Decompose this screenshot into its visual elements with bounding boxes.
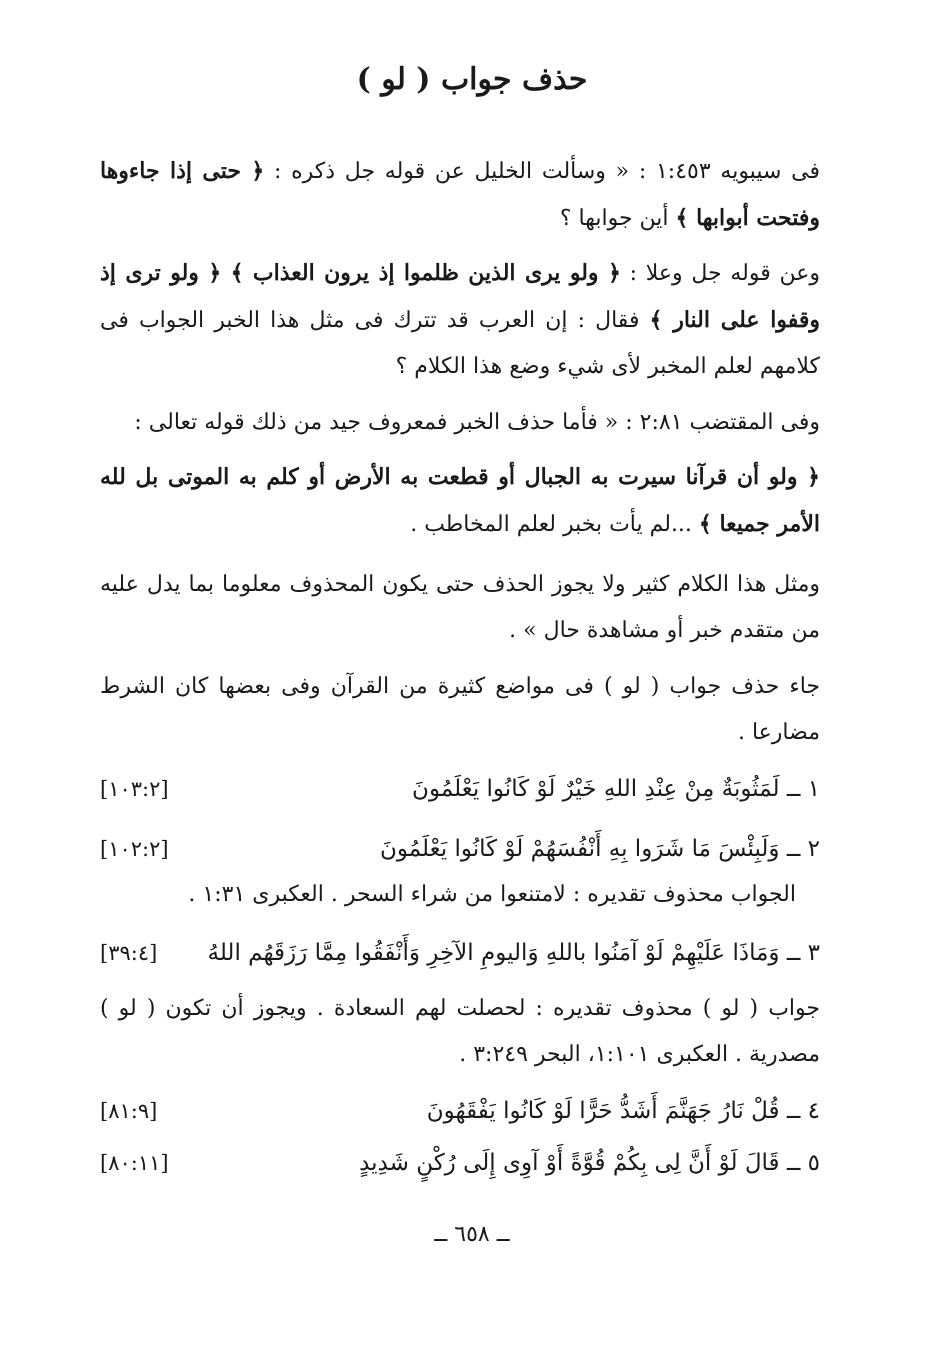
verse-row-2 [100, 826, 820, 872]
page-number: ــ ٦٥٨ ــ [434, 1222, 510, 1247]
text-run: أين جوابها ؟ [559, 206, 676, 231]
paragraph-intro [100, 664, 820, 756]
verse-text: ٤ ــ قُلْ نَارُ جَهَنَّمَ أَشَدُّ حَرًّا لَوْ كَانُوا يَفْقَهُونَ [426, 1098, 820, 1124]
quran-quote: ﴿ ولو أن قرآنا سيرت به الجبال أو قطعت به الأرض أو كلم به الموتى بل لله الأمر جميعا ﴾ [100, 464, 820, 537]
text-run: ...لم يأت بخبر لعلم المخاطب . [410, 512, 699, 537]
text-run: ومثل هذا الكلام كثير ولا يجوز الحذف حتى يكون المحذوف معلوما بما يدل عليه من متقدم خبر أو مشاهدة حال » . [100, 572, 820, 643]
text-run: وعن قوله جل وعلا : [620, 261, 820, 286]
text-run: جاء حذف جواب ( لو ) فى مواضع كثيرة من القرآن وفى بعضها كان الشرط مضارعا . [100, 674, 820, 745]
text-run: فقال : إن العرب قد تترك فى مثل هذا الخبر الجواب فى كلامهم لعلم المخبر لأى شيء وضع هذا الكلام ؟ [100, 308, 820, 379]
verse-text: ١ ــ لَمَثُوبَةٌ مِنْ عِنْدِ اللهِ خَيْرٌ لَوْ كَانُوا يَعْلَمُونَ [412, 776, 820, 802]
verse-text: ٥ ــ قَالَ لَوْ أَنَّ لِى بِكُمْ قُوَّةً أَوْ آوِى إِلَى رُكْنٍ شَدِيدٍ [359, 1150, 820, 1176]
verse-reference: [٨١:٩] [100, 1099, 158, 1123]
paragraph-khalil-answer [100, 250, 820, 390]
note-verse-2: الجواب محذوف تقديره : لامتنعوا من شراء السحر . العكبرى ١:٣١ . [188, 882, 796, 907]
verse-row-3 [100, 930, 820, 976]
verse-text: ٢ ــ وَلَبِئْسَ مَا شَرَوا بِهِ أَنْفُسَهُمْ لَوْ كَانُوا يَعْلَمُونَ [379, 836, 820, 862]
verse-reference: [٨٠:١١] [100, 1151, 169, 1175]
text-run: وفى المقتضب ٢:٨١ : « فأما حذف الخبر فمعروف جيد من ذلك قوله تعالى : [134, 410, 820, 435]
paragraph-sibawayh [100, 148, 820, 242]
paragraph-muqtadab [100, 400, 820, 446]
paragraph-omission-rule [100, 562, 820, 654]
paragraph-quran-verse [100, 454, 820, 548]
verse-reference: [١٠٢:٢] [100, 837, 169, 861]
verse-reference: [٣٩:٤] [100, 941, 158, 965]
verse-reference: [١٠٣:٢] [100, 777, 169, 801]
page-title: حذف جواب ( لو ) [356, 62, 588, 97]
note-verse-3: جواب ( لو ) محذوف تقديره : لحصلت لهم السعادة . ويجوز أن تكون ( لو ) مصدرية . العكبرى ١:١٠١، البحر ٣:٢٤٩ . [100, 996, 820, 1067]
quran-quote: ﴿ ولو يرى الذين ظلموا إذ يرون العذاب ﴾ ﴿ ولو ترى إذ وقفوا على النار ﴾ [100, 260, 820, 333]
verse-row-4 [100, 1088, 820, 1134]
verse-text: ٣ ــ وَمَاذَا عَلَيْهِمْ لَوْ آمَنُوا باللهِ وَاليومِ الآخِرِ وَأَنْفَقُوا مِمَّا رَزَقَهُم اللهُ [207, 940, 820, 966]
text-run: فى سيبويه ١:٤٥٣ : « وسألت الخليل عن قوله جل ذكره : [264, 159, 820, 184]
verse-row-1 [100, 766, 820, 812]
verse-row-5 [100, 1140, 820, 1186]
quran-quote: ﴿ حتى إذا جاءوها وفتحت أبوابها ﴾ [100, 158, 820, 231]
